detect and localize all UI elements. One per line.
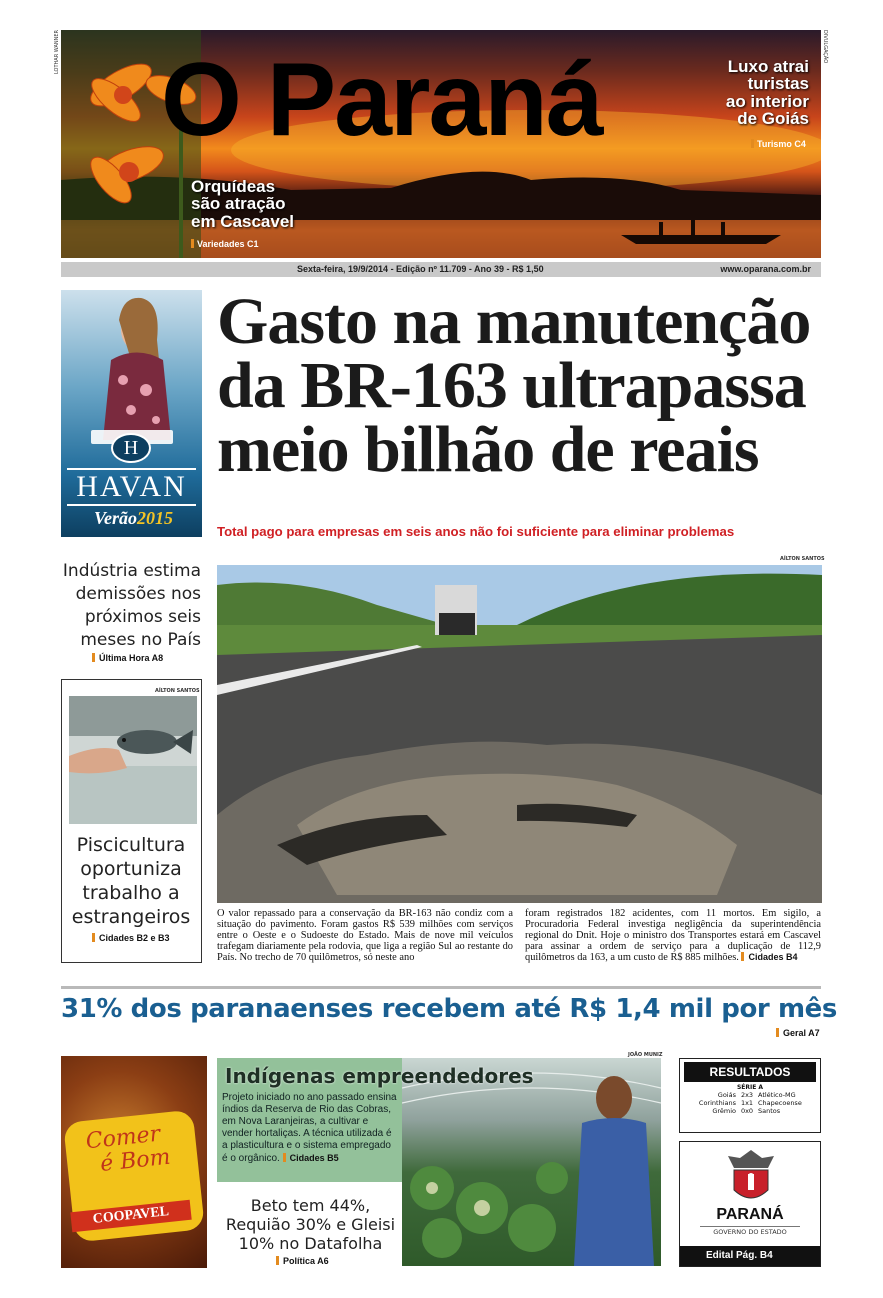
goias-teaser-tag: Turismo C4 bbox=[751, 139, 806, 149]
government-ad[interactable] bbox=[679, 1141, 821, 1267]
teaser-line: Orquídeas bbox=[191, 177, 276, 196]
article-column-1: O valor repassado para a conservação da BR-163 não condiz com a situação do pavimento. Foram gastos R$ 539 milhões com serviços entre o Oeste e o Sudoeste do Estado. Mais de nove mil veículos trafegam diariamente pela rodovia, que liga a região Sul ao restante do País. No trecho de 70 quilômetros, só neste ano bbox=[217, 908, 513, 963]
gov-name: PARANÁ bbox=[716, 1206, 784, 1223]
goias-teaser[interactable] bbox=[726, 58, 809, 127]
income-banner-headline[interactable]: 31% dos paranaenses recebem até R$ 1,4 mil por mês bbox=[61, 994, 837, 1024]
havan-logo-mark: H bbox=[111, 433, 151, 463]
farmer-illustration bbox=[402, 1058, 661, 1266]
article-column-2 bbox=[525, 908, 821, 963]
result-row bbox=[684, 1099, 816, 1107]
slogan-line: é Bom bbox=[99, 1144, 172, 1177]
industry-teaser[interactable] bbox=[61, 560, 201, 652]
indigenous-body: Projeto iniciado no ano passado ensina índios da Reserva de Rio das Cobras, em Nova Laranjeiras, a cultivar e vender hortaliças. A técnica utilizada é a plasticultura e o sistema empregado é o orgânico. bbox=[222, 1092, 397, 1164]
result-row bbox=[684, 1107, 816, 1115]
home-team: Grêmio bbox=[712, 1107, 736, 1115]
edital-link[interactable]: Edital Pág. B4 bbox=[680, 1246, 820, 1266]
headline-line: Gasto na manutenção bbox=[217, 285, 811, 358]
teaser-line: ao interior bbox=[725, 91, 809, 111]
photo-credit: AÍLTON SANTOS bbox=[780, 556, 825, 562]
road-photo bbox=[217, 565, 822, 903]
teaser-line: turistas bbox=[747, 74, 809, 94]
teaser-line: Indústria estima bbox=[62, 561, 201, 581]
home-team: Corinthians bbox=[698, 1099, 736, 1107]
teaser-line: Beto tem 44%, bbox=[250, 1196, 371, 1215]
away-team: Atlético-MG bbox=[758, 1091, 796, 1099]
side-credit-left: LOTHAR WANNER bbox=[54, 30, 60, 75]
coopavel-ad[interactable] bbox=[61, 1056, 207, 1268]
teaser-line: estrangeiros bbox=[71, 906, 191, 928]
greenhouse-photo bbox=[402, 1058, 661, 1266]
main-subhead: Total pago para empresas em seis anos não foi suficiente para eliminar problemas bbox=[217, 524, 735, 539]
havan-tagline-year: 2015 bbox=[137, 508, 173, 528]
article-tag: Cidades B4 bbox=[741, 952, 797, 962]
havan-tagline-word: Verão bbox=[93, 508, 137, 528]
photo-credit: AÍLTON SANTOS bbox=[155, 688, 200, 694]
results-series: SÉRIE A bbox=[736, 1084, 764, 1091]
results-table bbox=[684, 1082, 816, 1130]
headline-line: meio bilhão de reais bbox=[217, 413, 759, 486]
divider bbox=[61, 986, 821, 989]
website-link[interactable]: www.oparana.com.br bbox=[720, 264, 811, 274]
newspaper-logo: O Paraná bbox=[161, 42, 602, 158]
teaser-line: em Cascavel bbox=[191, 211, 295, 231]
side-credit-right: DIVULGAÇÃO bbox=[822, 30, 828, 64]
away-team: Santos bbox=[758, 1107, 781, 1115]
fish-photo bbox=[69, 696, 197, 824]
score: 2x3 bbox=[740, 1091, 754, 1099]
fish-farming-teaser bbox=[66, 833, 196, 929]
results-title: RESULTADOS bbox=[684, 1062, 816, 1082]
teaser-line: demissões nos bbox=[75, 584, 201, 604]
score: 1x1 bbox=[740, 1099, 754, 1107]
edition-info: Sexta-feira, 19/9/2014 - Edição nº 11.709 - Ano 39 - R$ 1,50 bbox=[297, 264, 544, 274]
away-team: Chapecoense bbox=[758, 1099, 802, 1107]
score: 0x0 bbox=[740, 1107, 754, 1115]
teaser-line: Luxo atrai bbox=[727, 57, 809, 76]
teaser-line: são atração bbox=[191, 194, 286, 214]
indigenous-title[interactable]: Indígenas empreendedores bbox=[225, 1064, 534, 1088]
teaser-line: trabalho a bbox=[82, 882, 180, 904]
havan-ad[interactable] bbox=[61, 290, 202, 537]
headline-line: da BR-163 ultrapassa bbox=[217, 349, 806, 422]
orchid-teaser-tag: Variedades C1 bbox=[191, 239, 259, 249]
date-bar bbox=[61, 262, 821, 277]
teaser-line: 10% no Datafolha bbox=[238, 1234, 383, 1253]
poll-teaser[interactable] bbox=[217, 1196, 404, 1253]
slogan-line: Comer bbox=[84, 1121, 162, 1155]
results-box[interactable] bbox=[679, 1058, 821, 1133]
havan-brand: HAVAN bbox=[67, 468, 196, 506]
teaser-line: oportuniza bbox=[80, 858, 182, 880]
industry-tag: Última Hora A8 bbox=[92, 653, 163, 663]
gov-subtitle: GOVERNO DO ESTADO bbox=[700, 1226, 800, 1236]
fish-farming-tag: Cidades B2 e B3 bbox=[92, 933, 170, 943]
masthead bbox=[61, 30, 821, 258]
orchid-teaser[interactable] bbox=[191, 178, 294, 230]
teaser-line: Piscicultura bbox=[76, 834, 186, 856]
poll-tag: Política A6 bbox=[276, 1256, 329, 1266]
photo-credit: JOÃO MUNIZ bbox=[628, 1052, 663, 1058]
indigenous-tag: Cidades B5 bbox=[283, 1153, 339, 1163]
teaser-line: Requião 30% e Gleisi bbox=[225, 1215, 396, 1234]
indigenous-text bbox=[222, 1092, 398, 1165]
result-row bbox=[684, 1091, 816, 1099]
article-text: foram registrados 182 acidentes, com 11 mortos. Em sigilo, a Procuradoria Federal investiga negligência da superintendência regional do Dnit. Hoje o ministro dos Transportes estará em Cascavel para assinar a ordem de serviço para a duplicação de 112,9 quilômetros da 163, a um custo de R$ 885 milhões. bbox=[525, 908, 821, 963]
coopavel-slogan bbox=[85, 1122, 172, 1178]
teaser-line: de Goiás bbox=[737, 108, 809, 128]
damaged-road-illustration bbox=[217, 565, 822, 903]
teaser-line: próximos seis bbox=[84, 607, 201, 627]
home-team: Goiás bbox=[717, 1091, 736, 1099]
coopavel-brand: COOPAVEL bbox=[70, 1200, 191, 1232]
parana-coat-of-arms-icon bbox=[722, 1148, 780, 1206]
teaser-line: meses no País bbox=[80, 630, 201, 650]
banner-tag: Geral A7 bbox=[776, 1028, 820, 1038]
havan-tagline bbox=[71, 508, 196, 529]
main-headline[interactable] bbox=[217, 285, 827, 486]
